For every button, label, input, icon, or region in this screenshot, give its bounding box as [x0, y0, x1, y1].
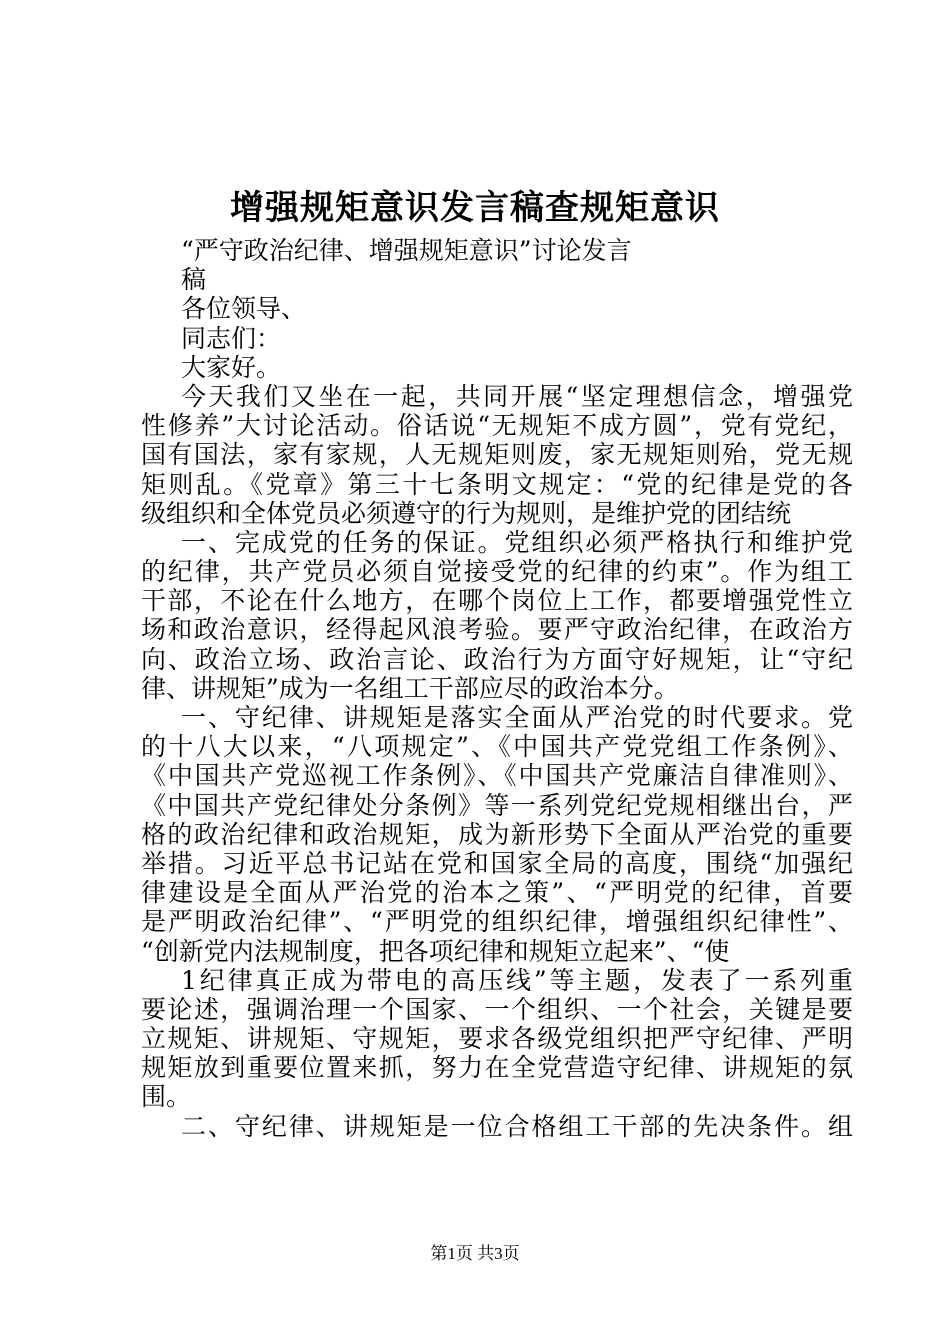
text-line: 的纪律，共产党员必须自觉接受党的纪律的约束”。作为组工 [141, 557, 853, 587]
document-title: 增强规矩意识发言稿查规矩意识 [230, 188, 720, 228]
text-line: 性修养”大讨论活动。俗话说“无规矩不成方圆”，党有党纪， [141, 411, 853, 441]
document-body [141, 236, 853, 1141]
text-line: 《中国共产党纪律处分条例》等一系列党纪党规相继出台，严 [141, 790, 853, 820]
text-line: “创新党内法规制度，把各项纪律和规矩立起来”、“使 [141, 936, 730, 966]
text-line: 今天我们又坐在一起，共同开展“坚定理想信念，增强党 [181, 381, 853, 411]
text-line: “严守政治纪律、增强规矩意识”讨论发言 [181, 236, 632, 265]
text-line: 1纪律真正成为带电的高压线”等主题，发表了一系列重 [181, 965, 853, 995]
text-line: 律、讲规矩”成为一名组工干部应尽的政治本分。 [141, 673, 679, 703]
text-line: 的十八大以来，“八项规定”、《中国共产党党组工作条例》、 [141, 732, 853, 762]
text-line: 场和政治意识，经得起风浪考验。要严守政治纪律，在政治方 [141, 615, 853, 645]
text-line: 是严明政治纪律”、“严明党的组织纪律，增强组织纪律性”、 [141, 907, 853, 937]
text-line: 向、政治立场、政治言论、政治行为方面守好规矩，让“守纪 [141, 644, 853, 674]
text-line: 围。 [141, 1082, 192, 1112]
text-line: 立规矩、讲规矩、守规矩，要求各级党组织把严守纪律、严明 [141, 1024, 853, 1054]
text-line: 级组织和全体党员必须遵守的行为规则，是维护党的团结统 [141, 498, 792, 528]
text-line: 规矩放到重要位置来抓，努力在全党营造守纪律、讲规矩的氛 [141, 1053, 853, 1083]
text-line: 律建设是全面从严治党的治本之策”、“严明党的纪律，首要 [141, 878, 853, 908]
text-line: 矩则乱。《党章》第三十七条明文规定：“党的纪律是党的各 [141, 469, 853, 499]
text-line: 要论述，强调治理一个国家、一个组织、一个社会，关键是要 [141, 994, 853, 1024]
text-line: 同志们： [181, 323, 282, 353]
text-line: 稿 [181, 265, 207, 295]
text-line: 一、守纪律、讲规矩是落实全面从严治党的时代要求。党 [181, 703, 853, 732]
text-line: 二、守纪律、讲规矩是一位合格组工干部的先决条件。组 [181, 1111, 853, 1141]
text-line: 国有国法，家有家规，人无规矩则废，家无规矩则殆，党无规 [141, 440, 853, 470]
text-line: 《中国共产党巡视工作条例》、《中国共产党廉洁自律准则》、 [141, 761, 853, 791]
text-line: 格的政治纪律和政治规矩，成为新形势下全面从严治党的重要 [141, 819, 853, 849]
text-line: 大家好。 [181, 352, 282, 382]
text-line: 干部，不论在什么地方，在哪个岗位上工作，都要增强党性立 [141, 586, 853, 616]
text-line: 一、完成党的任务的保证。党组织必须严格执行和维护党 [181, 527, 853, 557]
text-line: 各位领导、 [181, 294, 307, 324]
text-line: 举措。习近平总书记站在党和国家全局的高度，围绕“加强纪 [141, 848, 853, 878]
page-footer: 第1页 共3页 [430, 1244, 520, 1263]
